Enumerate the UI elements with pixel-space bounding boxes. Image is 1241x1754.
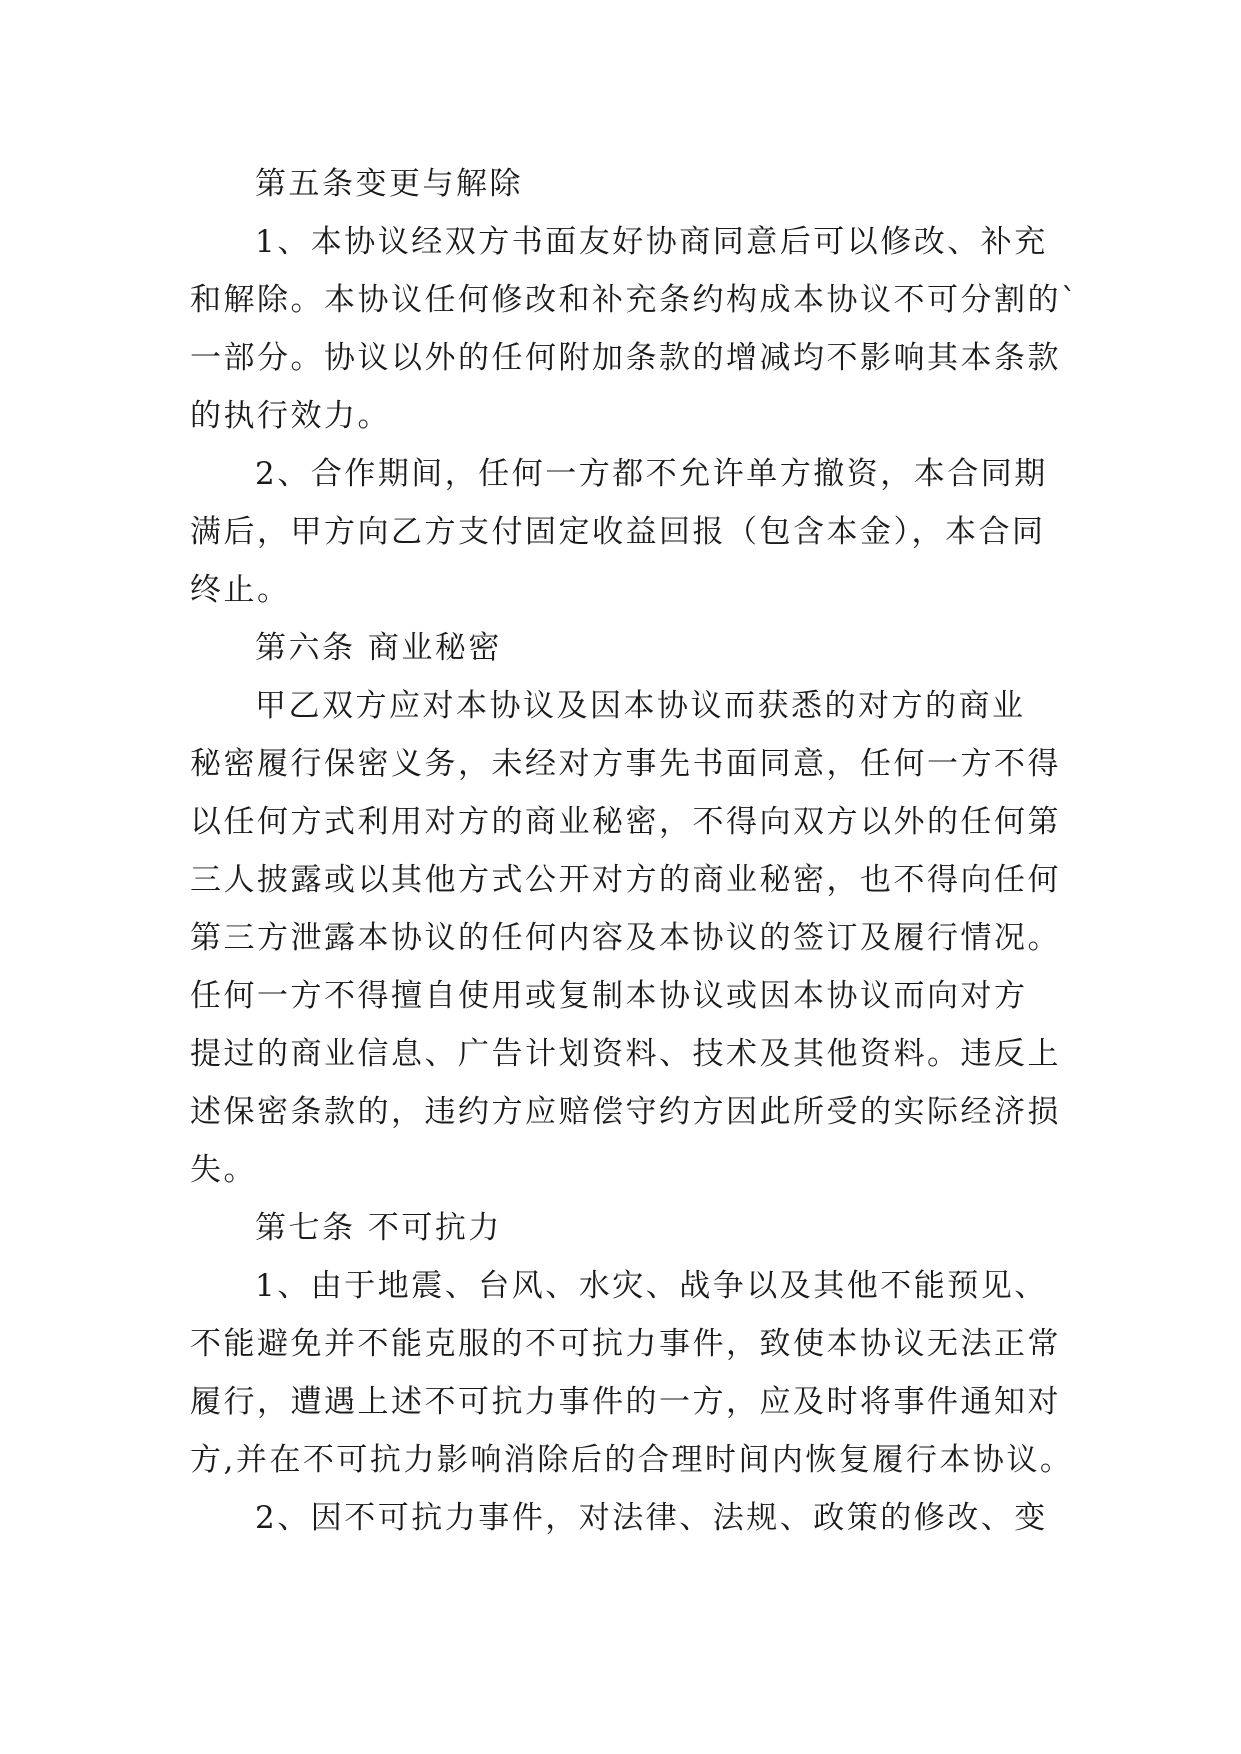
paragraph-line: 履行，遭遇上述不可抗力事件的一方，应及时将事件通知对 <box>190 1384 1061 1420</box>
paragraph-line: 第三方泄露本协议的任何内容及本协议的签订及履行情况。 <box>190 920 1061 956</box>
paragraph-line: 终止。 <box>190 572 291 608</box>
paragraph-line: 不能避免并不能克服的不可抗力事件，致使本协议无法正常 <box>190 1326 1061 1362</box>
paragraph-line: 2、因不可抗力事件，对法律、法规、政策的修改、变 <box>255 1500 1048 1536</box>
paragraph-line: 提过的商业信息、广告计划资料、技术及其他资料。违反上 <box>190 1036 1061 1072</box>
paragraph-line: 1、本协议经双方书面友好协商同意后可以修改、补充 <box>255 224 1048 260</box>
heading-article-5: 第五条变更与解除 <box>255 166 523 202</box>
paragraph-line: 失。 <box>190 1152 257 1188</box>
paragraph-line: 任何一方不得擅自使用或复制本协议或因本协议而向对方 <box>190 978 1028 1014</box>
paragraph-line: 以任何方式利用对方的商业秘密，不得向双方以外的任何第 <box>190 804 1061 840</box>
paragraph-line: 满后，甲方向乙方支付固定收益回报（包含本金），本合同 <box>190 514 1046 550</box>
paragraph-line: 的执行效力。 <box>190 398 391 434</box>
paragraph-line: 和解除。本协议任何修改和补充条约构成本协议不可分割的` <box>190 282 1079 318</box>
paragraph-line: 三人披露或以其他方式公开对方的商业秘密，也不得向任何 <box>190 862 1061 898</box>
paragraph-line: 方,并在不可抗力影响消除后的合理时间内恢复履行本协议。 <box>190 1442 1074 1478</box>
paragraph-line: 2、合作期间，任何一方都不允许单方撤资，本合同期 <box>255 456 1048 492</box>
heading-article-7: 第七条 不可抗力 <box>255 1210 502 1246</box>
paragraph-line: 述保密条款的，违约方应赔偿守约方因此所受的实际经济损 <box>190 1094 1061 1130</box>
paragraph-line: 秘密履行保密义务，未经对方事先书面同意，任何一方不得 <box>190 746 1061 782</box>
paragraph-line: 一部分。协议以外的任何附加条款的增减均不影响其本条款 <box>190 340 1061 376</box>
paragraph-line: 1、由于地震、台风、水灾、战争以及其他不能预见、 <box>255 1268 1048 1304</box>
paragraph-line: 甲乙双方应对本协议及因本协议而获悉的对方的商业 <box>255 688 1026 724</box>
heading-article-6: 第六条 商业秘密 <box>255 630 502 666</box>
